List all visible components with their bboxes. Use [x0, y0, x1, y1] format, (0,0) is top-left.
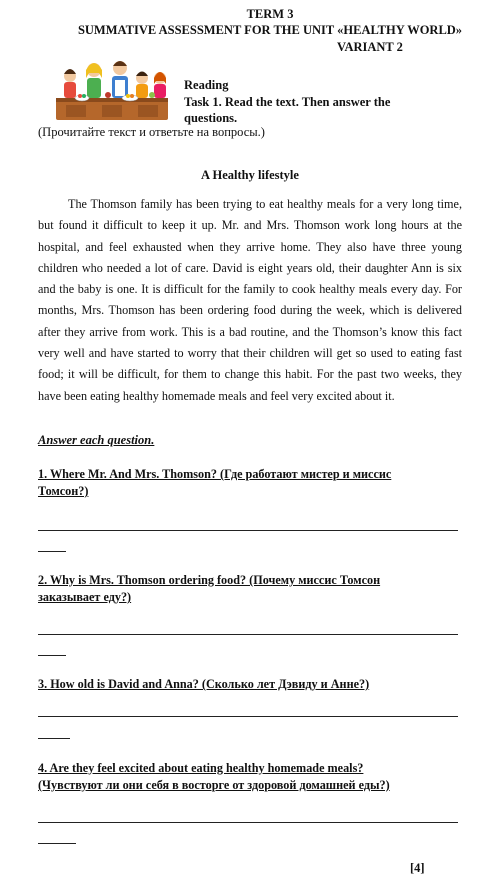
answer-line-4[interactable] [38, 822, 458, 823]
answer-line-2-cont[interactable] [38, 655, 66, 656]
reading-passage: The Thomson family has been trying to eat healthy meals for a very long time, but found it difficult to keep it up. Mr. and Mrs. Thomson work long hours at the hospital, and feel exhausted when they arrive home. They also have three young children who needed a lot of care. David is eight years old, their daughter Ann is six and the baby is one. It is difficult for the family to cook healthy meals every day. For months, Mrs. Thomson has been ordering food during the week, which is delivered after they arrive from work. This is a bad routine, and the Thomson’s know this fact very well and have started to worry that their children will get so used to eating fast food; it will be difficult, for them to change this habit. For the past two weeks, they have been eating healthy homemade meals and feel very excited about it. [38, 197, 462, 403]
question-text-cont: (Чувствуют ли они себя в восторге от здоровой домашней еды?) [38, 778, 390, 792]
question-text: 1. Where Mr. And Mrs. Thomson? (Где работают мистер и миссис [38, 467, 392, 481]
assessment-heading: SUMMATIVE ASSESSMENT FOR THE UNIT «HEALTHY WORLD» [77, 23, 463, 37]
family-cooking-illustration [52, 58, 172, 122]
answer-heading: Answer each question. [38, 433, 155, 447]
term-heading: TERM 3 [246, 7, 294, 21]
text-title: A Healthy lifestyle [201, 168, 299, 182]
answer-line-3-cont[interactable] [38, 738, 70, 739]
variant-heading: VARIANT 2 [337, 40, 403, 54]
answer-line-3[interactable] [38, 716, 458, 717]
answer-line-1-cont[interactable] [38, 551, 66, 552]
question-text: 3. How old is David and Anna? (Сколько лет Дэвиду и Анне?) [38, 677, 370, 691]
question-1 [38, 466, 468, 500]
question-4 [38, 760, 468, 794]
question-text: 2. Why is Mrs. Thomson ordering food? (Почему миссис Томсон [38, 573, 381, 587]
answer-line-1[interactable] [38, 530, 458, 531]
answer-line-2[interactable] [38, 634, 458, 635]
question-2 [38, 572, 468, 606]
task-instruction-cont: questions. [184, 111, 238, 125]
task-instruction-ru: (Прочитайте текст и ответьте на вопросы.) [38, 125, 265, 139]
question-text-cont: Томсон?) [38, 484, 89, 498]
score-marker: [4] [410, 861, 425, 875]
section-label: Reading [184, 78, 229, 92]
question-3 [38, 676, 468, 693]
question-text-cont: заказывает еду?) [38, 590, 132, 604]
task-instruction: Task 1. Read the text. Then answer the [184, 95, 391, 109]
answer-line-4-cont[interactable] [38, 843, 76, 844]
question-text: 4. Are they feel excited about eating healthy homemade meals? [38, 761, 364, 775]
